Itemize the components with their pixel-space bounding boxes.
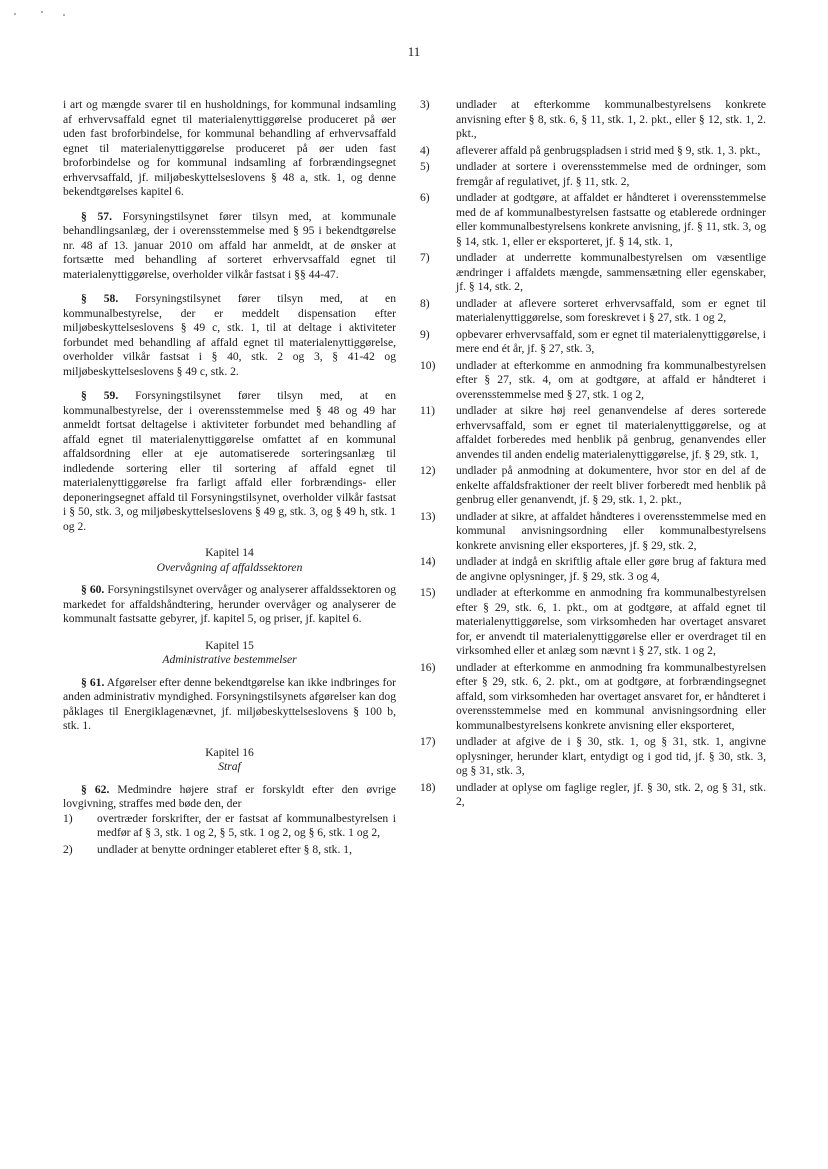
list-item <box>420 297 766 326</box>
section-heading: § 57. <box>81 209 112 223</box>
section-text: Forsyningstilsynet fører tilsyn med, at en kommunalbestyrelse, der i overensstemmelse med § 48 og 49 har anmeldt fortsat deltagelse i aktiviteter forbundet med behandling af affald egnet til materialenyttiggørelse omfattet af en kommunal affaldsordning eller at eje automatiserede sorteringsanlæg til indledende sortering eller til sortering af affald egnet til materialenyttiggørelse fra farligt affald eller forbrændings- eller deponeringsegnet affald til Forsyningstilsynet, overholder vilkår fastsat i § 50, stk. 3, og miljøbeskyttelseslovens § 49 g, stk. 3, og § 49 h, stk. 1 og 2. <box>63 389 397 533</box>
list-item <box>420 191 766 249</box>
section-57 <box>63 210 396 283</box>
list-item-text: undlader på anmodning at dokumentere, hvor stor en del af de enkelte affaldsfraktioner der reelt bliver forberedt med henblik på genbrug eller genanvendt, jf. § 29, stk. 1, 2. pkt., <box>456 464 766 506</box>
list-item-number: 9) <box>420 327 430 341</box>
list-item <box>420 661 766 734</box>
page-number: 11 <box>407 44 421 59</box>
list-item <box>420 555 766 584</box>
list-item <box>63 843 396 858</box>
list-item-text: undlader at efterkomme en anmodning fra kommunalbestyrelsen efter § 29, stk. 6, 1. pkt., om at godtgøre, at affald egnet til materialenyttiggørelse, som virksomheden har overtaget ansvaret for, er anvendt til materialenyttiggørelse eller er overdraget til en virksomhed eller et anlæg som nævnt i § 27, stk. 1 og 2, <box>456 586 766 657</box>
list-item-number: 4) <box>420 143 430 157</box>
list-item-text: undlader at aflevere sorteret erhvervsaffald, som er egnet til materialenyttiggørelse, som foreskrevet i § 27, stk. 1 og 2, <box>456 296 766 324</box>
section-text: Forsyningstilsynet overvåger og analyserer affaldssektoren og markedet for affaldshåndtering, herunder overvåger og analyserer de kommunalt fastsatte gebyrer, jf. kapitel 5, og priser, jf. kapitel 6. <box>63 583 396 625</box>
list-item <box>420 586 766 659</box>
section-60 <box>63 583 396 627</box>
list-item-text: undlader at godtgøre, at affaldet er håndteret i overensstemmelse med de af kommunalbestyrelsen fastsatte og etablerede ordninger eller kommunalbestyrelsens konkrete anvisning, jf. § 11, stk. 3, og § 14, stk. 1, eller er eksporteret, jf. § 14, stk. 1, <box>456 191 766 248</box>
list-item-number: 3) <box>420 98 430 111</box>
chapter-14-title: Kapitel 14 <box>205 546 254 559</box>
list-item-number: 8) <box>420 296 430 310</box>
list-item <box>420 98 766 142</box>
list-item-text: undlader at sikre høj reel genanvendelse af deres sorterede erhvervsaffald, som er egnet til materialenyttiggørelse, og at affaldet forberedes med henblik på genbrug, genanvendes eller anvendes til anden endelig materialenyttiggørelse, jf. § 29, stk. 1, <box>456 404 766 461</box>
section-heading: § 58. <box>81 292 119 305</box>
list-item-text: undlader at sortere i overensstemmelse med de ordninger, som fremgår af regulativet, jf. § 11, stk. 2, <box>456 160 766 188</box>
list-item-text: undlader at efterkomme en anmodning fra kommunalbestyrelsen efter § 27, stk. 4, om at godtgøre, at affald er håndteret i overensstemmelse med § 27, stk. 1 og 2, <box>456 358 766 401</box>
section-heading: § 60. <box>81 583 105 596</box>
section-heading: § 61. <box>81 675 105 689</box>
section-61 <box>63 676 396 734</box>
list-item-text: undlader at efterkomme kommunalbestyrelsens konkrete anvisning efter § 8, stk. 6, § 11, stk. 1, 2. pkt., eller § 12, stk. 1, 2. pkt., <box>456 98 766 140</box>
list-item <box>420 735 766 779</box>
list-item-number: 6) <box>420 191 430 204</box>
chapter-14-subtitle: Overvågning af affaldssektoren <box>156 560 303 574</box>
scan-speck <box>41 11 43 13</box>
chapter-15-subtitle: Administrative bestemmelser <box>162 653 297 666</box>
list-item <box>420 404 766 462</box>
list-item-text: opbevarer erhvervsaffald, som er egnet til materialenyttiggørelse, i mere end ét år, jf. § 27, stk. 3, <box>456 327 766 355</box>
section-59 <box>63 389 396 534</box>
list-item-number: 2) <box>63 842 73 856</box>
list-item-text: overtræder forskrifter, der er fastsat af kommunalbestyrelsen i medfør af § 3, stk. 1 og 2, § 5, stk. 1 og 2, og § 6, stk. 1 og 2, <box>97 811 396 839</box>
left-column <box>63 98 396 859</box>
list-item <box>420 160 766 189</box>
list-item-number: 16) <box>420 660 436 674</box>
list-item-text: undlader at benytte ordninger etableret efter § 8, stk. 1, <box>97 842 352 856</box>
list-item-number: 11) <box>420 404 436 417</box>
list-item-number: 7) <box>420 251 430 264</box>
chapter-16-title: Kapitel 16 <box>205 745 254 759</box>
list-item-number: 13) <box>420 509 436 523</box>
list-item-text: undlader at efterkomme en anmodning fra kommunalbestyrelsen efter § 29, stk. 6, 2. pkt., om at godtgøre, at forbrændingsegnet affald, som virksomheden har overtaget ansvaret for, er håndteret i overensstemmelse med en kommunal anvisningsordning eller kommunalbestyrelsens konkrete anvisning eller eksporteret, <box>456 660 766 732</box>
right-column <box>420 98 766 812</box>
list-item-text: afleverer affald på genbrugspladsen i strid med § 9, stk. 1, 3. pkt., <box>456 143 761 157</box>
intro-paragraph: i art og mængde svarer til en husholdnings, for kommunal indsamling af erhvervsaffald egnet til materialenyttiggørelse produceret på øer uden fast broforbindelse, for kommunal behandling af erhvervsaffald egnet til materialenyttiggørelse produceret på øer uden fast broforbindelse og for kommunal indsamling af forbrændingsegnet erhvervsaffald, jf. miljøbeskyttelseslovens § 48 a, stk. 1, og denne bekendtgørelses kapitel 6. <box>63 98 396 198</box>
list-item-text: undlader at sikre, at affaldet håndteres i overensstemmelse med en kommunal anvisningsordning eller kommunalbestyrelsens konkrete anvisning eller eksporteres, jf. § 29, stk. 2, <box>456 509 766 552</box>
list-item <box>420 144 766 159</box>
chapter-15-title: Kapitel 15 <box>205 638 254 652</box>
list-item <box>420 510 766 554</box>
list-item-text: undlader at underrette kommunalbestyrelsen om væsentlige ændringer i affaldets mængde, sammensætning eller egenskaber, jf. § 14, stk. 2, <box>456 251 766 293</box>
list-item-number: 15) <box>420 586 436 599</box>
list-item <box>420 328 766 357</box>
list-item-number: 5) <box>420 160 430 173</box>
section-58 <box>63 292 396 379</box>
scan-speck <box>14 13 16 15</box>
list-item-text: undlader at indgå en skriftlig aftale eller gøre brug af faktura med de angivne oplysninger, jf. § 29, stk. 3 og 4, <box>456 555 766 583</box>
list-item-text: undlader at afgive de i § 30, stk. 1, og § 31, stk. 1, angivne oplysninger, herunder klart, entydigt og i god tid, jf. § 30, stk. 3, og § 31, stk. 3, <box>456 735 766 777</box>
list-item <box>420 781 766 810</box>
list-item <box>63 812 396 841</box>
section-text: Afgørelser efter denne bekendtgørelse kan ikke indbringes for anden administrativ myndighed. Forsyningstilsynets afgørelser kan dog påklages til Energiklagenævnet, jf. miljøbeskyttelseslovens § 100 b, stk. 1. <box>63 675 397 732</box>
list-item-text: undlader at oplyse om faglige regler, jf. § 30, stk. 2, og § 31, stk. 2, <box>456 780 766 808</box>
list-item-number: 1) <box>63 811 73 825</box>
scan-speck <box>63 14 65 16</box>
list-item-number: 12) <box>420 464 436 477</box>
section-text: Medmindre højere straf er forskyldt efter den øvrige lovgivning, straffes med bøde den, der <box>63 782 397 810</box>
section-62 <box>63 783 396 812</box>
section-text: Forsyningstilsynet fører tilsyn med, at kommunale behandlingsanlæg, der i overensstemmelse med § 95 i bekendtgørelse nr. 48 af 13. januar 2010 om affald har anmeldt, at de ønsker at fortsætte med behandling af sorteret erhvervsaffald egnet til materialenyttiggørelse, overholder vilkår fastsat i §§ 44-47. <box>63 209 397 281</box>
section-text: Forsyningstilsynet fører tilsyn med, at en kommunalbestyrelse, der er meddelt dispensation efter miljøbeskyttelseslovens § 49 c, stk. 1, til at deltage i aktiviteter forbundet med behandling af affald egnet til materialenyttiggørelse, overholder vilkår fastsat i § 40, stk. 2 og 3, § 41-42 og miljøbeskyttelseslovens § 49 c, stk. 2. <box>63 292 397 378</box>
section-heading: § 62. <box>81 782 110 796</box>
list-item-number: 18) <box>420 780 436 794</box>
list-item-number: 10) <box>420 358 436 372</box>
list-item <box>420 359 766 403</box>
chapter-16-subtitle: Straf <box>218 760 241 773</box>
list-item <box>420 251 766 295</box>
list-item <box>420 464 766 508</box>
list-item-number: 17) <box>420 735 436 748</box>
section-heading: § 59. <box>81 389 119 402</box>
list-item-number: 14) <box>420 555 436 568</box>
